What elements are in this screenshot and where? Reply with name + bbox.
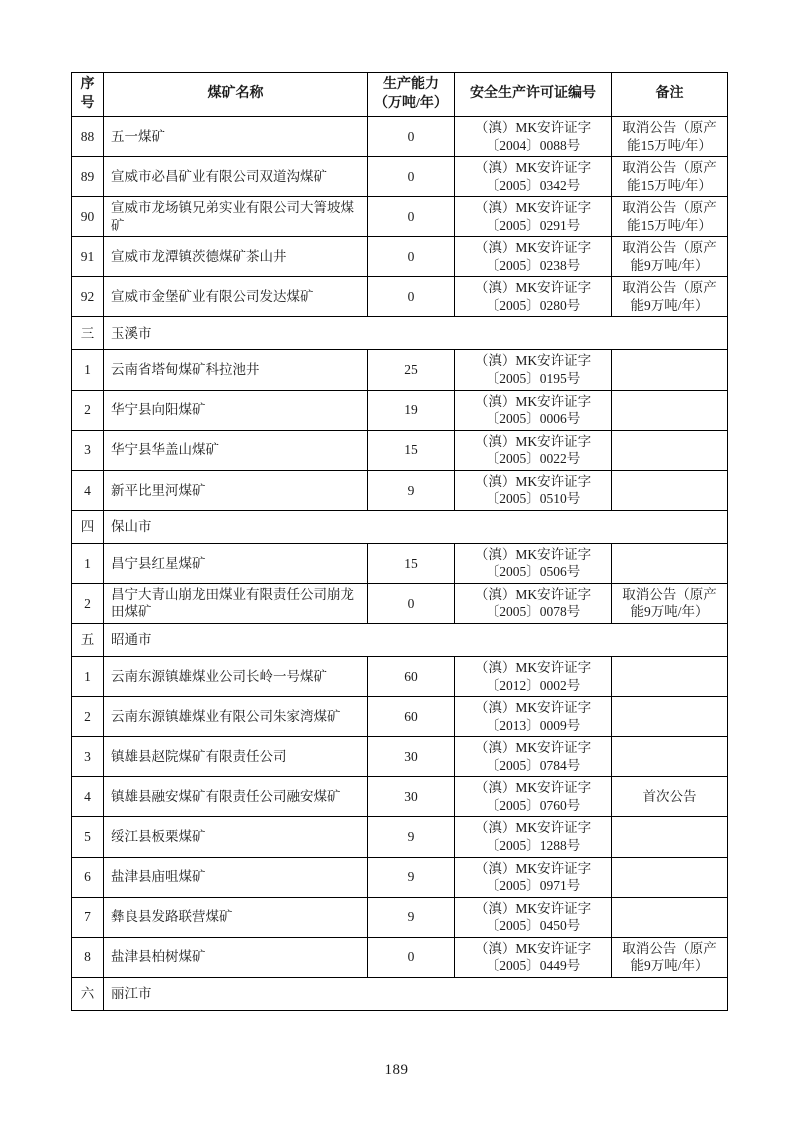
remark-cell: 取消公告（原产能15万吨/年） [612, 197, 728, 237]
table-row [72, 430, 728, 470]
license-cell: （滇）MK安许证字〔2005〕0784号 [455, 737, 612, 777]
table-row [72, 277, 728, 317]
table-row [72, 857, 728, 897]
capacity-cell: 30 [368, 737, 455, 777]
capacity-cell: 0 [368, 237, 455, 277]
page-number: 189 [384, 1062, 409, 1078]
license-cell: （滇）MK安许证字〔2005〕0078号 [455, 583, 612, 623]
capacity-cell: 0 [368, 117, 455, 157]
mine-name-cell: 云南东源镇雄煤业公司长岭一号煤矿 [104, 657, 368, 697]
section-marker-cell: 四 [72, 510, 104, 543]
mine-name-cell: 宣威市必昌矿业有限公司双道沟煤矿 [104, 157, 368, 197]
capacity-cell: 15 [368, 430, 455, 470]
license-cell: （滇）MK安许证字〔2005〕0510号 [455, 470, 612, 510]
serial-cell: 92 [72, 277, 104, 317]
license-cell: （滇）MK安许证字〔2005〕0280号 [455, 277, 612, 317]
remark-cell [612, 350, 728, 390]
remark-cell [612, 697, 728, 737]
mine-table-wrap [71, 72, 727, 1011]
section-row [72, 510, 728, 543]
capacity-cell: 9 [368, 857, 455, 897]
serial-cell: 88 [72, 117, 104, 157]
capacity-cell: 0 [368, 157, 455, 197]
mine-name-cell: 盐津县柏树煤矿 [104, 937, 368, 977]
section-city-cell: 玉溪市 [104, 317, 728, 350]
license-cell: （滇）MK安许证字〔2013〕0009号 [455, 697, 612, 737]
license-cell: （滇）MK安许证字〔2005〕0506号 [455, 543, 612, 583]
remark-cell: 取消公告（原产能15万吨/年） [612, 117, 728, 157]
serial-cell: 2 [72, 697, 104, 737]
mine-name-cell: 盐津县庙咀煤矿 [104, 857, 368, 897]
remark-cell [612, 857, 728, 897]
remark-cell [612, 543, 728, 583]
header-capacity: 生产能力（万吨/年） [368, 73, 455, 117]
license-cell: （滇）MK安许证字〔2005〕1288号 [455, 817, 612, 857]
capacity-cell: 9 [368, 817, 455, 857]
table-row [72, 583, 728, 623]
section-row [72, 624, 728, 657]
table-row [72, 350, 728, 390]
mine-name-cell: 宣威市金堡矿业有限公司发达煤矿 [104, 277, 368, 317]
remark-cell: 取消公告（原产能15万吨/年） [612, 157, 728, 197]
serial-cell: 4 [72, 470, 104, 510]
license-cell: （滇）MK安许证字〔2005〕0971号 [455, 857, 612, 897]
table-row [72, 897, 728, 937]
mine-name-cell: 昌宁县红星煤矿 [104, 543, 368, 583]
mine-name-cell: 五一煤矿 [104, 117, 368, 157]
table-row [72, 817, 728, 857]
table-row [72, 197, 728, 237]
section-row [72, 977, 728, 1010]
remark-cell [612, 897, 728, 937]
remark-cell [612, 817, 728, 857]
mine-name-cell: 华宁县向阳煤矿 [104, 390, 368, 430]
license-cell: （滇）MK安许证字〔2005〕0450号 [455, 897, 612, 937]
capacity-cell: 0 [368, 583, 455, 623]
section-marker-cell: 六 [72, 977, 104, 1010]
table-row [72, 117, 728, 157]
section-row [72, 317, 728, 350]
header-license: 安全生产许可证编号 [455, 73, 612, 117]
header-serial: 序号 [72, 73, 104, 117]
serial-cell: 7 [72, 897, 104, 937]
remark-cell: 取消公告（原产能9万吨/年） [612, 583, 728, 623]
capacity-cell: 0 [368, 197, 455, 237]
license-cell: （滇）MK安许证字〔2005〕0291号 [455, 197, 612, 237]
table-row [72, 777, 728, 817]
license-cell: （滇）MK安许证字〔2005〕0022号 [455, 430, 612, 470]
license-cell: （滇）MK安许证字〔2012〕0002号 [455, 657, 612, 697]
header-row [72, 73, 728, 117]
license-cell: （滇）MK安许证字〔2005〕0006号 [455, 390, 612, 430]
capacity-cell: 15 [368, 543, 455, 583]
mine-name-cell: 镇雄县融安煤矿有限责任公司融安煤矿 [104, 777, 368, 817]
table-row [72, 543, 728, 583]
mine-name-cell: 绥江县板栗煤矿 [104, 817, 368, 857]
section-city-cell: 昭通市 [104, 624, 728, 657]
capacity-cell: 25 [368, 350, 455, 390]
remark-cell [612, 657, 728, 697]
license-cell: （滇）MK安许证字〔2005〕0449号 [455, 937, 612, 977]
remark-cell: 取消公告（原产能9万吨/年） [612, 237, 728, 277]
mine-name-cell: 镇雄县赵院煤矿有限责任公司 [104, 737, 368, 777]
capacity-cell: 30 [368, 777, 455, 817]
serial-cell: 1 [72, 350, 104, 390]
capacity-cell: 60 [368, 657, 455, 697]
serial-cell: 90 [72, 197, 104, 237]
serial-cell: 89 [72, 157, 104, 197]
license-cell: （滇）MK安许证字〔2005〕0760号 [455, 777, 612, 817]
capacity-cell: 0 [368, 937, 455, 977]
table-row [72, 470, 728, 510]
serial-cell: 91 [72, 237, 104, 277]
mine-name-cell: 彝良县发路联营煤矿 [104, 897, 368, 937]
table-row [72, 657, 728, 697]
remark-cell [612, 430, 728, 470]
remark-cell [612, 737, 728, 777]
capacity-cell: 9 [368, 897, 455, 937]
serial-cell: 8 [72, 937, 104, 977]
serial-cell: 2 [72, 390, 104, 430]
table-row [72, 390, 728, 430]
capacity-cell: 60 [368, 697, 455, 737]
mine-name-cell: 华宁县华盖山煤矿 [104, 430, 368, 470]
serial-cell: 3 [72, 430, 104, 470]
mine-name-cell: 新平比里河煤矿 [104, 470, 368, 510]
table-row [72, 157, 728, 197]
mine-name-cell: 昌宁大青山崩龙田煤业有限责任公司崩龙田煤矿 [104, 583, 368, 623]
license-cell: （滇）MK安许证字〔2005〕0238号 [455, 237, 612, 277]
license-cell: （滇）MK安许证字〔2005〕0342号 [455, 157, 612, 197]
mine-table [71, 72, 728, 1011]
serial-cell: 1 [72, 657, 104, 697]
mine-table-header [72, 73, 728, 117]
serial-cell: 2 [72, 583, 104, 623]
section-marker-cell: 三 [72, 317, 104, 350]
license-cell: （滇）MK安许证字〔2004〕0088号 [455, 117, 612, 157]
serial-cell: 1 [72, 543, 104, 583]
serial-cell: 6 [72, 857, 104, 897]
remark-cell: 首次公告 [612, 777, 728, 817]
table-row [72, 237, 728, 277]
header-remark: 备注 [612, 73, 728, 117]
section-marker-cell: 五 [72, 624, 104, 657]
header-mine-name: 煤矿名称 [104, 73, 368, 117]
remark-cell: 取消公告（原产能9万吨/年） [612, 937, 728, 977]
section-city-cell: 保山市 [104, 510, 728, 543]
capacity-cell: 0 [368, 277, 455, 317]
mine-name-cell: 宣威市龙潭镇茨德煤矿茶山井 [104, 237, 368, 277]
capacity-cell: 9 [368, 470, 455, 510]
mine-table-body [72, 117, 728, 1011]
table-row [72, 737, 728, 777]
remark-cell: 取消公告（原产能9万吨/年） [612, 277, 728, 317]
serial-cell: 3 [72, 737, 104, 777]
license-cell: （滇）MK安许证字〔2005〕0195号 [455, 350, 612, 390]
mine-name-cell: 宣威市龙场镇兄弟实业有限公司大箐坡煤矿 [104, 197, 368, 237]
remark-cell [612, 390, 728, 430]
serial-cell: 5 [72, 817, 104, 857]
capacity-cell: 19 [368, 390, 455, 430]
remark-cell [612, 470, 728, 510]
table-row [72, 697, 728, 737]
mine-name-cell: 云南省塔甸煤矿科拉池井 [104, 350, 368, 390]
section-city-cell: 丽江市 [104, 977, 728, 1010]
table-row [72, 937, 728, 977]
mine-name-cell: 云南东源镇雄煤业有限公司朱家湾煤矿 [104, 697, 368, 737]
serial-cell: 4 [72, 777, 104, 817]
